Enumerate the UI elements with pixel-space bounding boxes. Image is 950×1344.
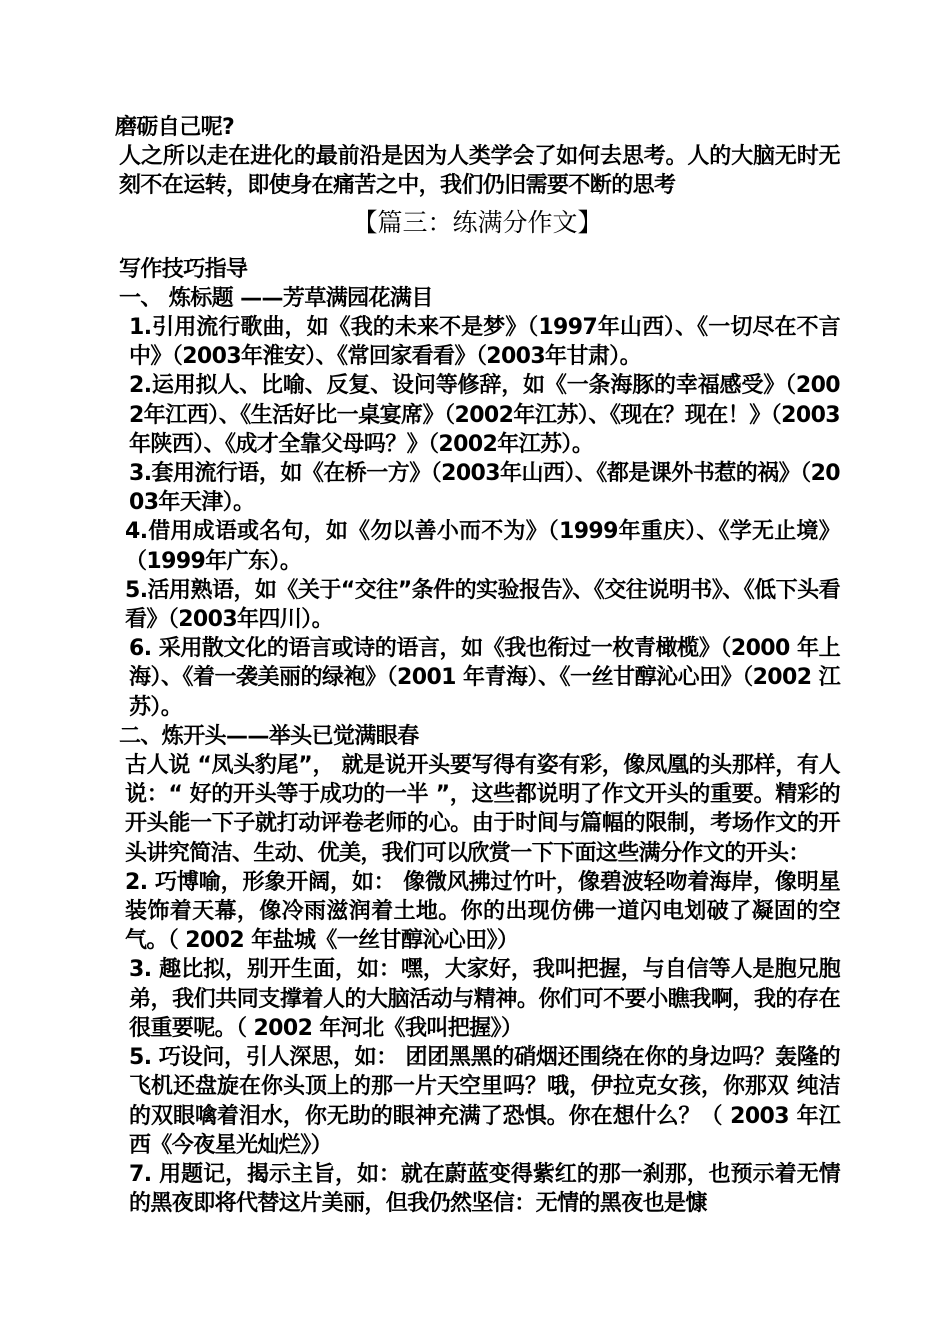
document-page bbox=[115, 113, 840, 1218]
paragraph-title-tip-2: 2.运用拟人、比喻、反复、设问等修辞，如《一条海豚的幸福感受》（2002年江西）、《生活好比一桌宴席》（2002年江苏）、《现在？现在！》（2003年陕西）、《成才全靠父母吗？》（2002年江苏）。 bbox=[129, 373, 840, 457]
paragraph-title-tip-4: 4.借用成语或名句，如《勿以善小而不为》（1999年重庆）、《学无止境》（1999年广东）。 bbox=[125, 519, 840, 574]
paragraph-title-tip-6: 6. 采用散文化的语言或诗的语言，如《我也衔过一枚青橄榄》（2000 年上海）、《着一袭美丽的绿袍》（2001 年青海）、《一丝甘醇沁心田》（2002 江苏）。 bbox=[129, 636, 840, 720]
heading-part-two: 二、炼开头——举头已觉满眼春 bbox=[119, 723, 419, 749]
heading-part-one: 一、 炼标题 ——芳草满园花满目 bbox=[119, 285, 433, 311]
paragraph-opening-intro: 古人说 “凤头豹尾”， 就是说开头要写得有姿有彩，像凤凰的头那样，有人说：“ 好的开头等于成功的一半 ”，这些都说明了作文开头的重要。精彩的开头能一下子就打动评卷老师的心。由于时间与篇幅的限制，考场作文的开头讲究简洁、生动、优美，我们可以欣赏一下下面这些满分作文的开头： bbox=[125, 753, 840, 866]
paragraph-thinking: 人之所以走在进化的最前沿是因为人类学会了如何去思考。人的大脑无时无刻不在运转，即使身在痛苦之中，我们仍旧需要不断的思考 bbox=[119, 144, 840, 199]
paragraph-title-tip-1: 1.引用流行歌曲，如《我的未来不是梦》（1997年山西）、《一切尽在不言中》（2003年淮安）、《常回家看看》（2003年甘肃）。 bbox=[129, 315, 840, 370]
paragraph-opening-tip-7: 7. 用题记，揭示主旨，如：就在蔚蓝变得紫红的那一刹那，也预示着无情的黑夜即将代替这片美丽，但我仍然坚信：无情的黑夜也是慷 bbox=[129, 1161, 840, 1217]
paragraph-opening-tip-3: 3. 趣比拟，别开生面，如：嘿，大家好，我叫把握，与自信等人是胞兄胞弟，我们共同支撑着人的大脑活动与精神。你们可不要小瞧我啊，我的存在很重要呢。（ 2002 年河北《我叫把握》） bbox=[129, 957, 840, 1041]
paragraph-opening-tip-5: 5. 巧设问，引人深思，如： 团团黑黑的硝烟还围绕在你的身边吗？轰隆的飞机还盘旋在你头顶上的那一片天空里吗？哦，伊拉克女孩，你那双 纯洁的双眼噙着泪水，你无助的眼神充满了恐惧。你在想什么？（ 2003 年江西《今夜星光灿烂》） bbox=[129, 1045, 840, 1158]
paragraph-title-tip-3: 3.套用流行语，如《在桥一方》（2003年山西）、《都是课外书惹的祸》（2003年天津）。 bbox=[129, 461, 840, 516]
heading-writing-tips: 写作技巧指导 bbox=[119, 256, 248, 282]
section-title: 【篇三：练满分作文】 bbox=[352, 207, 603, 237]
paragraph-title-tip-5: 5.活用熟语，如《关于“交往”条件的实验报告》、《交往说明书》、《低下头看看》（2003年四川）。 bbox=[125, 577, 840, 633]
paragraph-intro-end: 磨砺自己呢? bbox=[115, 115, 235, 140]
paragraph-opening-tip-2: 2. 巧博喻，形象开阔，如： 像微风拂过竹叶，像碧波轻吻着海岸，像明星装饰着天幕，像冷雨滋润着土地。你的出现仿佛一道闪电划破了凝固的空气。（ 2002 年盐城《一丝甘醇沁心田》） bbox=[125, 869, 840, 954]
